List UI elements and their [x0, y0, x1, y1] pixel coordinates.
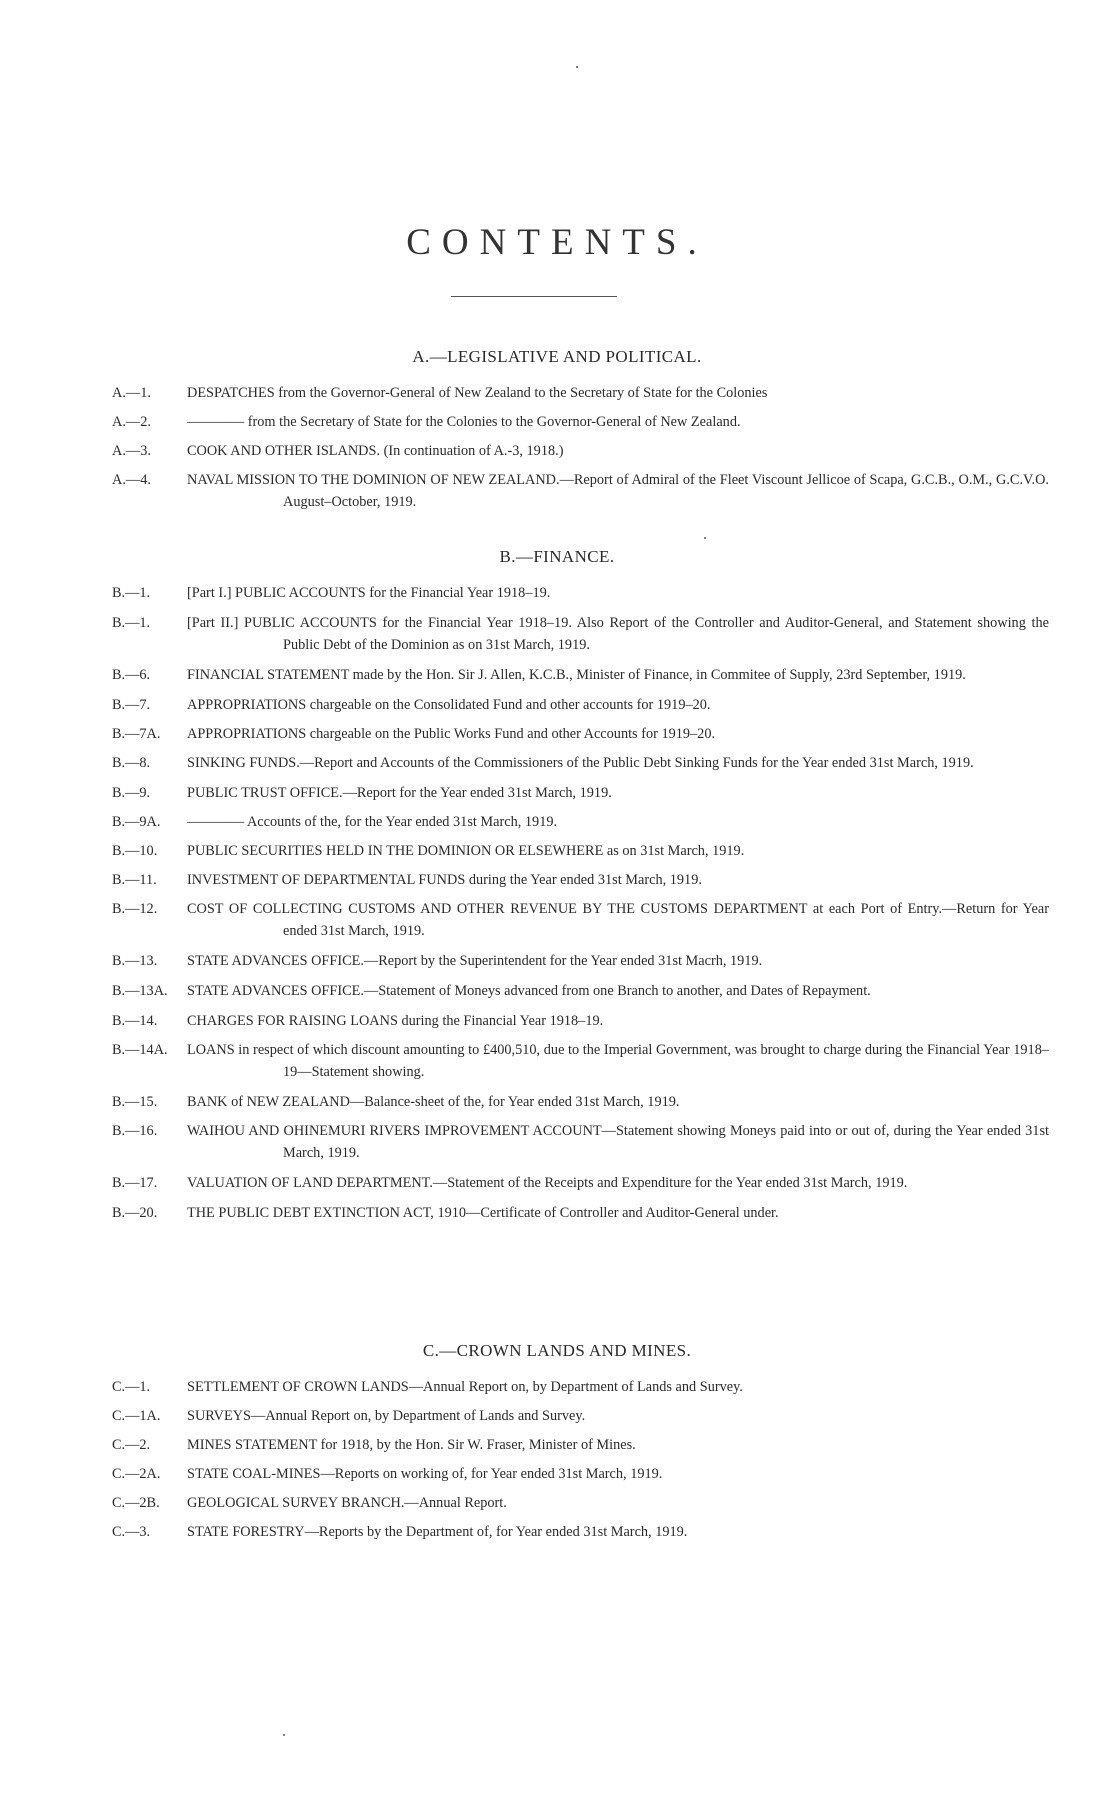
entry-text: ———— Accounts of the, for the Year ended 31st March, 1919.: [187, 814, 558, 830]
entry-text: LOANS in respect of which discount amounting to £400,510, due to the Imperial Government, was brought to charge during the Financial Year 1918–19—Statement showing.: [187, 1042, 1049, 1080]
entry-code: B.—13.: [112, 953, 158, 969]
entry-code: B.—7.: [112, 697, 151, 713]
entry-text: BANK of NEW ZEALAND—Balance-sheet of the, for Year ended 31st March, 1919.: [187, 1094, 680, 1110]
entry-code: B.—12.: [112, 901, 158, 917]
entry-code: B.—14A.: [112, 1042, 168, 1058]
section-heading-finance: B.—FINANCE.: [499, 547, 615, 566]
list-item: [0, 898, 1114, 942]
entry-code: C.—2B.: [112, 1495, 160, 1511]
entry-text: SETTLEMENT OF CROWN LANDS—Annual Report on, by Department of Lands and Survey.: [187, 1379, 743, 1395]
entry-text: CHARGES FOR RAISING LOANS during the Financial Year 1918–19.: [187, 1013, 604, 1029]
list-item: [0, 1463, 1114, 1485]
list-item: [0, 1434, 1114, 1456]
title-rule: [451, 296, 617, 297]
list-item: [0, 411, 1114, 433]
entry-code: A.—2.: [112, 414, 151, 430]
list-item: [0, 980, 1114, 1002]
entry-code: C.—1A.: [112, 1408, 161, 1424]
list-item: [0, 1120, 1114, 1164]
section-heading-crown-lands: C.—CROWN LANDS AND MINES.: [422, 1341, 692, 1360]
list-item: [0, 612, 1114, 656]
list-item: [0, 664, 1114, 686]
entry-code: B.—14.: [112, 1013, 158, 1029]
entry-code: B.—6.: [112, 667, 151, 683]
entry-text: PUBLIC SECURITIES HELD IN THE DOMINION OR ELSEWHERE as on 31st March, 1919.: [187, 843, 745, 859]
entry-text: NAVAL MISSION TO THE DOMINION OF NEW ZEALAND.—Report of Admiral of the Fleet Viscount Jellicoe of Scapa, G.C.B., O.M., G.C.V.O. August–October, 1919.: [187, 472, 1049, 510]
list-item: [0, 1202, 1114, 1224]
entry-code: B.—11.: [112, 872, 157, 888]
entry-code: B.—8.: [112, 755, 151, 771]
entry-text: DESPATCHES from the Governor-General of New Zealand to the Secretary of State for the Colonies: [187, 385, 768, 401]
speck-mark: [704, 537, 706, 539]
entry-text: STATE COAL-MINES—Reports on working of, for Year ended 31st March, 1919.: [187, 1466, 663, 1482]
entry-code: C.—2A.: [112, 1466, 161, 1482]
entry-code: B.—1.: [112, 615, 151, 631]
entry-code: B.—7A.: [112, 726, 161, 742]
entry-text: VALUATION OF LAND DEPARTMENT.—Statement of the Receipts and Expenditure for the Year ended 31st March, 1919.: [187, 1175, 908, 1191]
page-title: CONTENTS.: [406, 221, 708, 263]
section-entries-finance: [0, 582, 1114, 1224]
speck-mark: [283, 1734, 285, 1736]
list-item: [0, 723, 1114, 745]
entry-text: MINES STATEMENT for 1918, by the Hon. Sir W. Fraser, Minister of Mines.: [187, 1437, 636, 1453]
entry-text: COST OF COLLECTING CUSTOMS AND OTHER REVENUE BY THE CUSTOMS DEPARTMENT at each Port of Entry.—Return for Year ended 31st March, 1919.: [187, 901, 1049, 939]
entry-text: PUBLIC TRUST OFFICE.—Report for the Year ended 31st March, 1919.: [187, 785, 612, 801]
entry-code: C.—2.: [112, 1437, 151, 1453]
entry-code: B.—15.: [112, 1094, 158, 1110]
entry-text: [Part II.] PUBLIC ACCOUNTS for the Financial Year 1918–19. Also Report of the Controller and Auditor-General, and Statement showing the Public Debt of the Dominion as on 31st March, 1919.: [187, 615, 1049, 653]
entry-code: B.—9A.: [112, 814, 161, 830]
list-item: [0, 582, 1114, 604]
list-item: [0, 752, 1114, 774]
entry-code: A.—3.: [112, 443, 151, 459]
section-entries-crown-lands: [0, 1376, 1114, 1543]
section-heading-legislative: A.—LEGISLATIVE AND POLITICAL.: [412, 347, 702, 366]
entry-text: GEOLOGICAL SURVEY BRANCH.—Annual Report.: [187, 1495, 507, 1511]
entry-text: APPROPRIATIONS chargeable on the Public Works Fund and other Accounts for 1919–20.: [187, 726, 716, 742]
list-item: [0, 440, 1114, 462]
list-item: [0, 1376, 1114, 1398]
entry-text: SINKING FUNDS.—Report and Accounts of the Commissioners of the Public Debt Sinking Funds for the Year ended 31st March, 1919.: [187, 755, 974, 771]
list-item: [0, 1091, 1114, 1113]
list-item: [0, 1039, 1114, 1083]
list-item: [0, 840, 1114, 862]
entry-text: THE PUBLIC DEBT EXTINCTION ACT, 1910—Certificate of Controller and Auditor-General under.: [187, 1205, 779, 1221]
entry-text: STATE ADVANCES OFFICE.—Statement of Moneys advanced from one Branch to another, and Dates of Repayment.: [187, 983, 871, 999]
list-item: [0, 382, 1114, 404]
entry-code: B.—13A.: [112, 983, 168, 999]
entry-text: ———— from the Secretary of State for the Colonies to the Governor-General of New Zealand.: [187, 414, 741, 430]
list-item: [0, 1172, 1114, 1194]
list-item: [0, 469, 1114, 513]
entry-text: FINANCIAL STATEMENT made by the Hon. Sir J. Allen, K.C.B., Minister of Finance, in Commitee of Supply, 23rd September, 1919.: [187, 667, 966, 683]
list-item: [0, 1492, 1114, 1514]
list-item: [0, 694, 1114, 716]
entry-text: SURVEYS—Annual Report on, by Department of Lands and Survey.: [187, 1408, 586, 1424]
list-item: [0, 950, 1114, 972]
entry-code: B.—20.: [112, 1205, 158, 1221]
entry-code: B.—9.: [112, 785, 151, 801]
list-item: [0, 1010, 1114, 1032]
entry-text: STATE FORESTRY—Reports by the Department of, for Year ended 31st March, 1919.: [187, 1524, 688, 1540]
list-item: [0, 811, 1114, 833]
entry-text: COOK AND OTHER ISLANDS. (In continuation of A.-3, 1918.): [187, 443, 564, 459]
list-item: [0, 1405, 1114, 1427]
entry-code: C.—1.: [112, 1379, 151, 1395]
entry-code: A.—4.: [112, 472, 151, 488]
list-item: [0, 1521, 1114, 1543]
list-item: [0, 869, 1114, 891]
entry-text: APPROPRIATIONS chargeable on the Consolidated Fund and other accounts for 1919–20.: [187, 697, 711, 713]
speck-mark: [576, 66, 578, 68]
entry-text: [Part I.] PUBLIC ACCOUNTS for the Financial Year 1918–19.: [187, 585, 551, 601]
entry-text: WAIHOU AND OHINEMURI RIVERS IMPROVEMENT ACCOUNT—Statement showing Moneys paid into or out of, during the Year ended 31st March, 1919.: [187, 1123, 1049, 1161]
entry-code: B.—17.: [112, 1175, 158, 1191]
section-entries-legislative: [0, 382, 1114, 513]
entry-code: A.—1.: [112, 385, 151, 401]
entry-code: B.—10.: [112, 843, 158, 859]
entry-code: B.—16.: [112, 1123, 158, 1139]
list-item: [0, 782, 1114, 804]
entry-text: INVESTMENT OF DEPARTMENTAL FUNDS during the Year ended 31st March, 1919.: [187, 872, 702, 888]
entry-text: STATE ADVANCES OFFICE.—Report by the Superintendent for the Year ended 31st Macrh, 1919.: [187, 953, 763, 969]
entry-code: B.—1.: [112, 585, 151, 601]
entry-code: C.—3.: [112, 1524, 151, 1540]
